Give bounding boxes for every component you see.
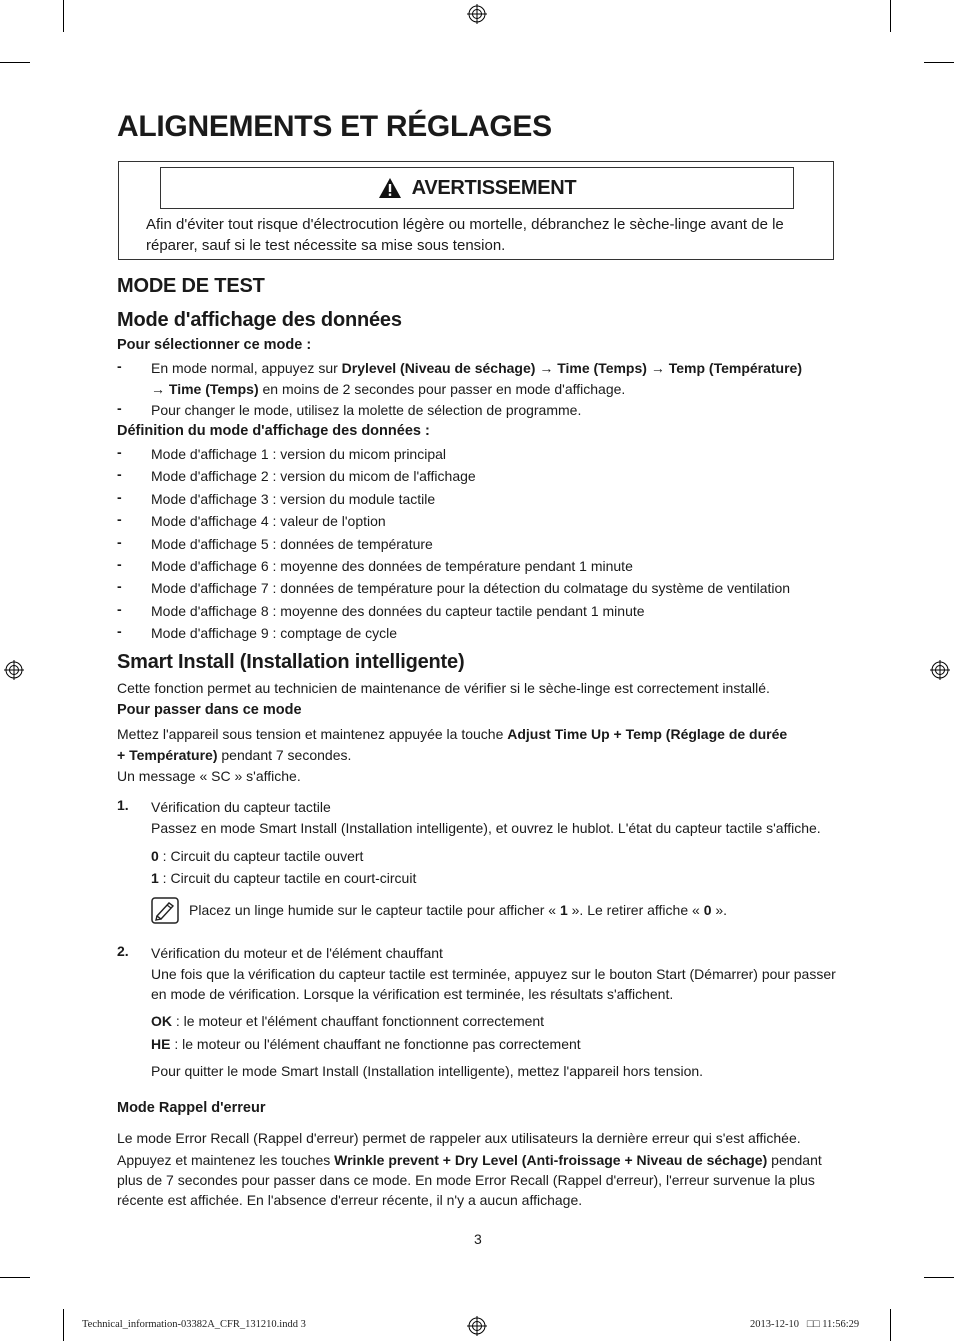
bullet-dash: -	[117, 489, 122, 505]
display-mode-item: Mode d'affichage 7 : données de température pour la détection du colmatage du système de ventilation	[151, 580, 791, 596]
display-mode-item: Mode d'affichage 3 : version du module tactile	[151, 491, 436, 507]
error-recall-p2: Appuyez et maintenez les touches Wrinkle prevent + Dry Level (Anti-froissage + Niveau de séchage) pendant plus de 7 secondes pour passer dans ce mode. En mode Error Recall (Rappel d'erreur), l'erreur survenue la plus récente est affichée. En l'absence d'erreur récente, il n'y a aucun affichage.	[117, 1152, 822, 1208]
step1-title: Vérification du capteur tactile	[151, 799, 331, 815]
step2-result-he: HE : le moteur ou l'élément chauffant ne fonctionne pas correctement	[151, 1036, 581, 1052]
display-mode-item: Mode d'affichage 8 : moyenne des données du capteur tactile pendant 1 minute	[151, 603, 645, 619]
registration-mark-icon	[930, 660, 950, 680]
bullet-dash: -	[117, 623, 122, 639]
bullet-dash: -	[117, 534, 122, 550]
bullet-dash: -	[117, 466, 122, 482]
registration-mark-icon	[467, 1316, 487, 1336]
select-step-2: Pour changer le mode, utilisez la molette de sélection de programme.	[151, 402, 582, 418]
smart-install-intro: Cette fonction permet au technicien de maintenance de vérifier si le sèche-linge est correctement installé.	[117, 680, 770, 696]
note-pencil-icon	[151, 897, 179, 924]
step1-note: Placez un linge humide sur le capteur tactile pour afficher « 1 ». Le retirer affiche « 0 ».	[189, 902, 728, 918]
select-step-1-cont: → Time (Temps) en moins de 2 secondes pour passer en mode d'affichage.	[151, 381, 626, 397]
enter-mode-text-cont: + Température) pendant 7 secondes.	[117, 747, 352, 763]
definition-label: Définition du mode d'affichage des données :	[117, 423, 430, 439]
page-number: 3	[474, 1231, 482, 1247]
bullet-dash: -	[117, 578, 122, 594]
display-mode-heading: Mode d'affichage des données	[117, 309, 402, 331]
bullet-dash: -	[117, 556, 122, 572]
step-number: 1.	[117, 797, 129, 813]
bullet-dash: -	[117, 511, 122, 527]
page-title: ALIGNEMENTS ET RÉGLAGES	[117, 110, 552, 143]
step1-result-1: 1 : Circuit du capteur tactile en court-circuit	[151, 870, 417, 886]
bullet-dash: -	[117, 400, 122, 416]
step2-result-ok: OK : le moteur et l'élément chauffant fonctionnent correctement	[151, 1013, 545, 1029]
error-recall-p1: Le mode Error Recall (Rappel d'erreur) permet de rappeler aux utilisateurs la dernière erreur qui s'est affichée.	[117, 1130, 801, 1146]
step2-exit: Pour quitter le mode Smart Install (Installation intelligente), mettez l'appareil hors tension.	[151, 1063, 704, 1079]
display-mode-item: Mode d'affichage 6 : moyenne des données de température pendant 1 minute	[151, 558, 633, 574]
sc-message: Un message « SC » s'affiche.	[117, 768, 301, 784]
select-step-1: En mode normal, appuyez sur Drylevel (Niveau de séchage) → Time (Temps) → Temp (Température)	[151, 360, 802, 376]
bullet-dash: -	[117, 358, 122, 374]
display-mode-item: Mode d'affichage 9 : comptage de cycle	[151, 625, 398, 641]
step2-desc: Une fois que la vérification du capteur tactile est terminée, appuyez sur le bouton Start (Démarrer) pour passer en mode de vérification. Lorsque la vérification est terminée, les résultats s'affichent.	[151, 966, 836, 1002]
registration-mark-icon	[467, 4, 487, 24]
crop-mark	[63, 0, 64, 32]
crop-mark	[63, 1309, 64, 1341]
warning-text: Afin d'éviter tout risque d'électrocution légère ou mortelle, débranchez le sèche-linge avant de le réparer, sauf si le test nécessite sa mise sous tension.	[146, 216, 784, 254]
display-mode-item: Mode d'affichage 5 : données de température	[151, 536, 433, 552]
display-mode-item: Mode d'affichage 2 : version du micom de l'affichage	[151, 468, 476, 484]
display-mode-item: Mode d'affichage 1 : version du micom principal	[151, 446, 447, 462]
bullet-dash: -	[117, 444, 122, 460]
crop-mark	[890, 1309, 891, 1341]
smart-install-heading: Smart Install (Installation intelligente)	[117, 651, 465, 673]
step1-result-0: 0 : Circuit du capteur tactile ouvert	[151, 848, 364, 864]
warning-box	[118, 161, 834, 260]
error-recall-heading: Mode Rappel d'erreur	[117, 1100, 266, 1116]
crop-mark	[924, 62, 954, 63]
select-mode-label: Pour sélectionner ce mode :	[117, 337, 312, 353]
crop-mark	[924, 1277, 954, 1278]
display-mode-item: Mode d'affichage 4 : valeur de l'option	[151, 513, 386, 529]
enter-mode-label: Pour passer dans ce mode	[117, 702, 302, 718]
bullet-dash: -	[117, 601, 122, 617]
warning-header	[160, 167, 794, 209]
crop-mark	[0, 62, 30, 63]
test-mode-heading: MODE DE TEST	[117, 275, 265, 297]
warning-triangle-icon	[378, 177, 402, 199]
registration-mark-icon	[4, 660, 24, 680]
footer-filename: Technical_information-03382A_CFR_131210.indd 3	[82, 1319, 306, 1330]
step-number: 2.	[117, 943, 129, 959]
warning-heading: AVERTISSEMENT	[411, 176, 577, 199]
step1-desc: Passez en mode Smart Install (Installation intelligente), et ouvrez le hublot. L'état du capteur tactile s'affiche.	[151, 820, 821, 836]
enter-mode-text: Mettez l'appareil sous tension et maintenez appuyée la touche Adjust Time Up + Temp (Réglage de durée	[117, 726, 788, 742]
footer-timestamp: 2013-12-10 □□ 11:56:29	[750, 1319, 860, 1330]
step2-title: Vérification du moteur et de l'élément chauffant	[151, 945, 443, 961]
crop-mark	[890, 0, 891, 32]
crop-mark	[0, 1277, 30, 1278]
